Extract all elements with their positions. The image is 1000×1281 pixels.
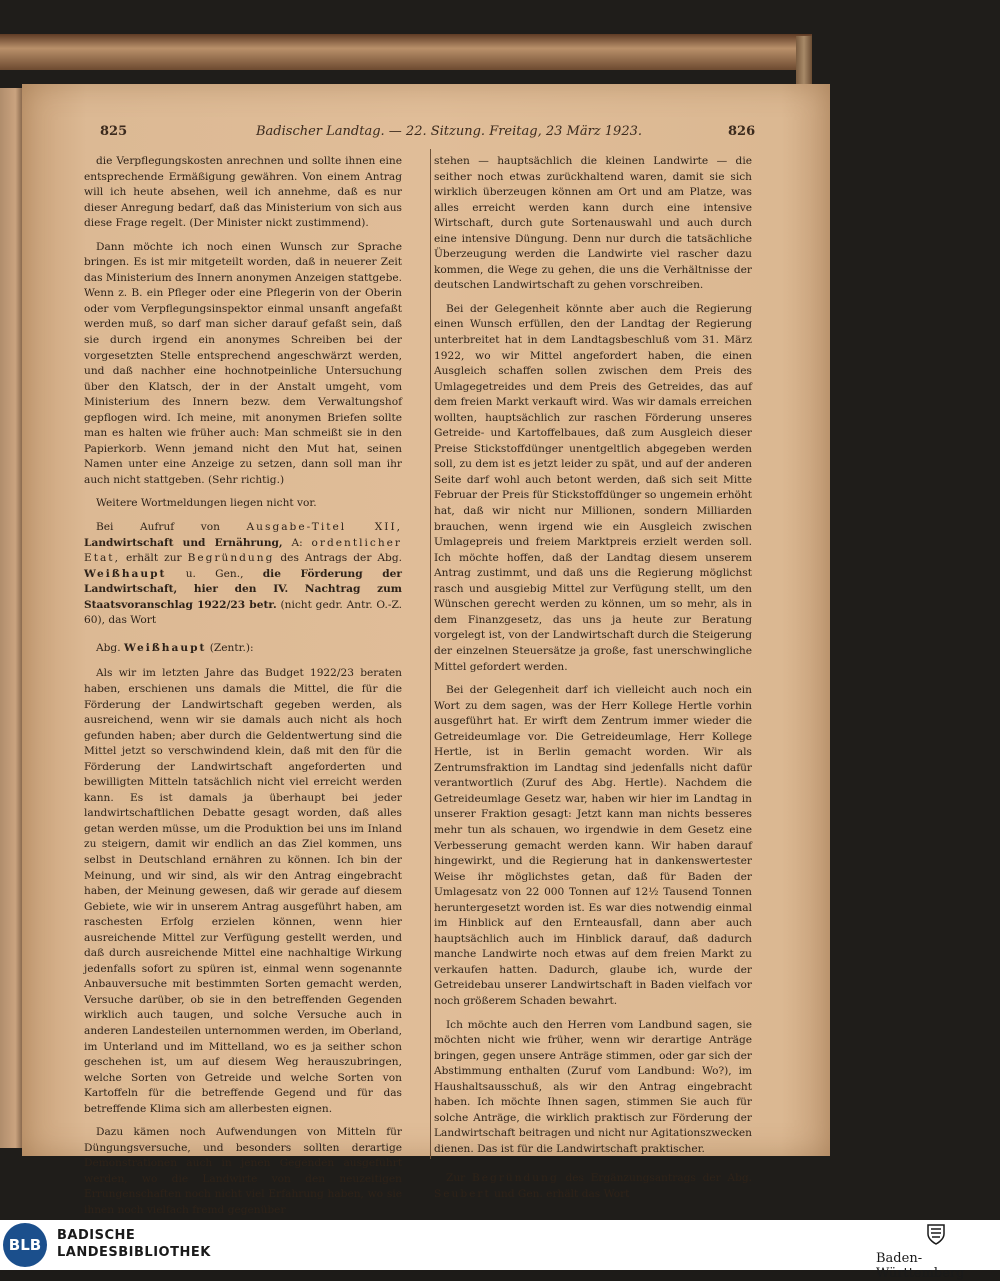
page-number-left: 825	[100, 124, 128, 139]
right-column	[434, 154, 752, 1211]
footer-bar	[0, 1220, 1000, 1281]
library-name-line1: BADISCHE	[57, 1228, 136, 1243]
facing-page-edge	[0, 88, 22, 1148]
paragraph: Dann möchte ich noch einen Wunsch zur Sprache bringen. Es ist mir mitgeteilt worden, daß in neuerer Zeit das Ministerium des Innern anonymen Anzeigen stattgebe. Wenn z. B. ein Pfleger oder eine Pflegerin von der Oberin oder vom Verpflegungsinspektor einmal unsanft angefaßt werden muß, so darf man sicher darauf gefaßt sein, daß sie durch irgend ein anonymes Schreiben bei der vorgesetzten Stelle entsprechend angeschwärzt werden, und daß nachher eine hochnotpeinliche Untersuchung über den Klatsch, der in der Anstalt umgeht, vom Ministerium des Innern bezw. dem Verwaltungshof gepflogen wird. Ich meine, mit anonymen Briefen sollte man es halten wie früher auch: Man schmeißt sie in den Papierkorb. Wenn jemand nicht den Mut hat, seinen Namen unter eine Anzeige zu setzen, dann soll man ihr auch nicht stattgeben. (Sehr richtig.)	[84, 240, 402, 486]
page-number-right: 826	[728, 124, 756, 139]
blb-logo[interactable]: BLB	[3, 1223, 47, 1267]
agenda-paragraph: Bei Aufruf von Ausgabe-Titel XII, Landwirtschaft und Ernährung, A: ordentlicher Etat, erhält zur Begründung des Antrags der Abg. Weißhaupt u. Gen., die Förderung der Landwirtschaft, hier den IV. Nachtrag zum Staatsvoranschlag 1922/23 betr. (nicht gedr. Antr. O.-Z. 60), das Wort	[84, 521, 403, 627]
state-label: Baden-Württemberg	[876, 1251, 965, 1281]
library-name-line2: LANDESBIBLIOTHEK	[57, 1245, 211, 1260]
closing-paragraph: Zur Begründung des Ergänzungsantrags der Abg. Seubert und Gen. erhält das Wort	[434, 1172, 752, 1200]
paragraph: Weitere Wortmeldungen liegen nicht vor.	[96, 497, 317, 510]
paragraph: Bei der Gelegenheit könnte aber auch die Regierung einen Wunsch erfüllen, den der Landtag der Regierung unterbreitet hat in dem Landtagsbeschluß vom 31. März 1922, wo wir Mittel angefordert haben, die einen Ausgleich schaffen sollen zwischen dem Preis des Umlagegetreides und dem Preis des Getreides, das auf dem freien Markt verkauft wird. Was wir damals erreichen wollten, hauptsächlich zur raschen Förderung unseres Getreide- und Kartoffelbaues, daß zum Ausgleich dieser Preise Stickstoffdünger unentgeltlich abgegeben werden soll, zu dem ist es jetzt leider zu spät, und auf der anderen Seite darf wohl auch betont werden, daß sich seit Mitte Februar der Preis für Stickstoffdünger so ungemein erhöht hat, daß wir nicht nur Millionen, sondern Milliarden brauchen, wenn irgend wie ein Ausgleich zwischen Umlagepreis und freiem Marktpreis erzielt werden soll. Ich möchte hoffen, daß der Landtag diesem unserem Antrag zustimmt, und daß uns die Regierung möglichst rasch und ausgiebig Mittel zur Verfügung stellt, um den Wünschen gerecht werden zu können, um so mehr, als in dem Finanzgesetz, das uns ja heute zur Beratung vorgelegt ist, von der Landwirtschaft durch die Steigerung der einzelnen Steuersätze ja große, fast unerschwingliche Mittel gefordert werden.	[434, 302, 752, 673]
paragraph: die Verpflegungskosten anrechnen und sollte ihnen eine entsprechende Ermäßigung gewähren. Von einem Antrag will ich heute absehen, weil ich annehme, daß es nur dieser Anregung bedarf, daß das Ministerium von sich aus diese Frage regelt. (Der Minister nickt zustimmend).	[84, 155, 402, 230]
paragraph: Bei der Gelegenheit darf ich vielleicht auch noch ein Wort zu dem sagen, was der Herr Kollege Hertle vorhin ausgeführt hat. Er wirft dem Zentrum immer wieder die Getreideumlage vor. Die Getreideumlage, Herr Kollege Hertle, ist in Berlin gemacht worden. Wir als Zentrumsfraktion im Landtag sind jedenfalls nicht dafür verantwortlich (Zuruf des Abg. Hertle). Nachdem die Getreideumlage Gesetz war, haben wir hier im Landtag in unserer Fraktion gesagt: Jetzt kann man nichts besseres mehr tun als schauen, wo irgendwie in dem Gesetz eine Verbesserung gemacht werden kann. Wir haben darauf hingewirkt, und die Regierung hat in dankenswertester Weise ihr möglichstes getan, daß für Baden der Umlagesatz von 22 000 Tonnen auf 12½ Tausend Tonnen heruntergesetzt worden ist. Es war dies notwendig einmal im Hinblick auf den Ernteausfall, dann aber auch hauptsächlich auch im Hinblick darauf, daß dadurch manche Landwirte noch etwas auf dem freien Markt zu verkaufen hatten. Dadurch, glaube ich, wurde der Getreidebau unserer Landwirtschaft in Baden vielfach vor noch größerem Schaden bewahrt.	[434, 684, 752, 1007]
document-page	[22, 84, 830, 1216]
paragraph: Ich möchte auch den Herren vom Landbund sagen, sie möchten nicht wie früher, wenn wir derartige Anträge bringen, gegen unsere Anträge stimmen, oder gar sich der Abstimmung enthalten (Zuruf vom Landbund: Wo?), im Haushaltsausschuß, als wir den Antrag eingebracht haben. Ich möchte Ihnen sagen, stimmen Sie auch für solche Anträge, die wirklich praktisch zur Förderung der Landwirtschaft beitragen und nicht nur Agitationszwecken dienen. Das ist für die Landwirtschaft praktischer.	[434, 1018, 752, 1155]
paragraph: stehen — hauptsächlich die kleinen Landwirte — die seither noch etwas zurückhaltend waren, damit sie sich wirklich überzeugen können am Ort und am Platze, was alles erreicht werden kann durch eine intensive Wirtschaft, durch gute Sortenauswahl und auch durch eine intensive Düngung. Denn nur durch die tatsächliche Überzeugung werden die Landwirte viel rascher dazu kommen, die Wege zu gehen, die uns die Verhältnisse der deutschen Landwirtschaft zu gehen vorschreiben.	[434, 155, 752, 292]
coat-of-arms-icon	[926, 1223, 946, 1245]
running-head: Badischer Landtag. — 22. Sitzung. Freitag, 23 März 1923.	[256, 124, 642, 139]
column-divider	[430, 149, 431, 1159]
left-column	[84, 154, 402, 1219]
paragraph: Dazu kämen noch Aufwendungen von Mitteln für Düngungsversuche, und besonders sollten derartige Demonstrationen auch in jenen Gegenden ausgeführt werden, wo die Landwirte von den neuzeitigen Errungenschaften noch nicht viel Erfahrung haben, wo sie ihnen noch vielfach fremd gegenüber	[84, 1126, 402, 1216]
book-edge-top	[0, 34, 812, 70]
speaker-heading: Abg. Weißhaupt (Zentr.):	[96, 641, 254, 654]
paragraph: Als wir im letzten Jahre das Budget 1922/23 beraten haben, erschienen uns damals die Mittel, die für die Förderung der Landwirtschaft gegeben werden, als ausreichend, wenn wir sie damals auch nicht als hoch gefunden haben; aber durch die Geldentwertung sind die Mittel jetzt so verschwindend klein, daß mit den für die Förderung der Landwirtschaft angeforderten und bewilligten Mitteln tatsächlich nicht viel erreicht werden kann. Es ist damals ja überhaupt bei jeder landwirtschaftlichen Debatte gesagt worden, daß alles getan werden müsse, um die Produktion bei uns im Inland zu steigern, damit wir endlich an das Ziel kommen, uns selbst in Deutschland ernähren zu können. Ich bin der Meinung, und wir sind, als wir den Antrag eingebracht haben, der Meinung gewesen, daß wir gerade auf diesem Gebiete, wie wir in unserem Antrag ausgeführt haben, am raschesten Erfolg erzielen können, wenn hier ausreichende Mittel zur Verfügung gestellt werden, und daß durch ausreichende Mittel eine nachhaltige Wirkung jedenfalls sofort zu spüren ist, einmal wenn sogenannte Anbauversuche mit bestimmten Sorten gemacht werden, Versuche darüber, ob sie in den betreffenden Gegenden wirklich auch taugen, und solche Versuche auch in anderen Landesteilen unternommen werden, im Oberland, im Unterland und im Mittelland, wo es ja seither schon geschehen ist, um auf diesem Weg herauszubringen, welche Sorten von Getreide und welche Sorten von Kartoffeln für die betreffende Gegend und für das betreffende Klima sich am allerbesten eignen.	[84, 667, 402, 1115]
